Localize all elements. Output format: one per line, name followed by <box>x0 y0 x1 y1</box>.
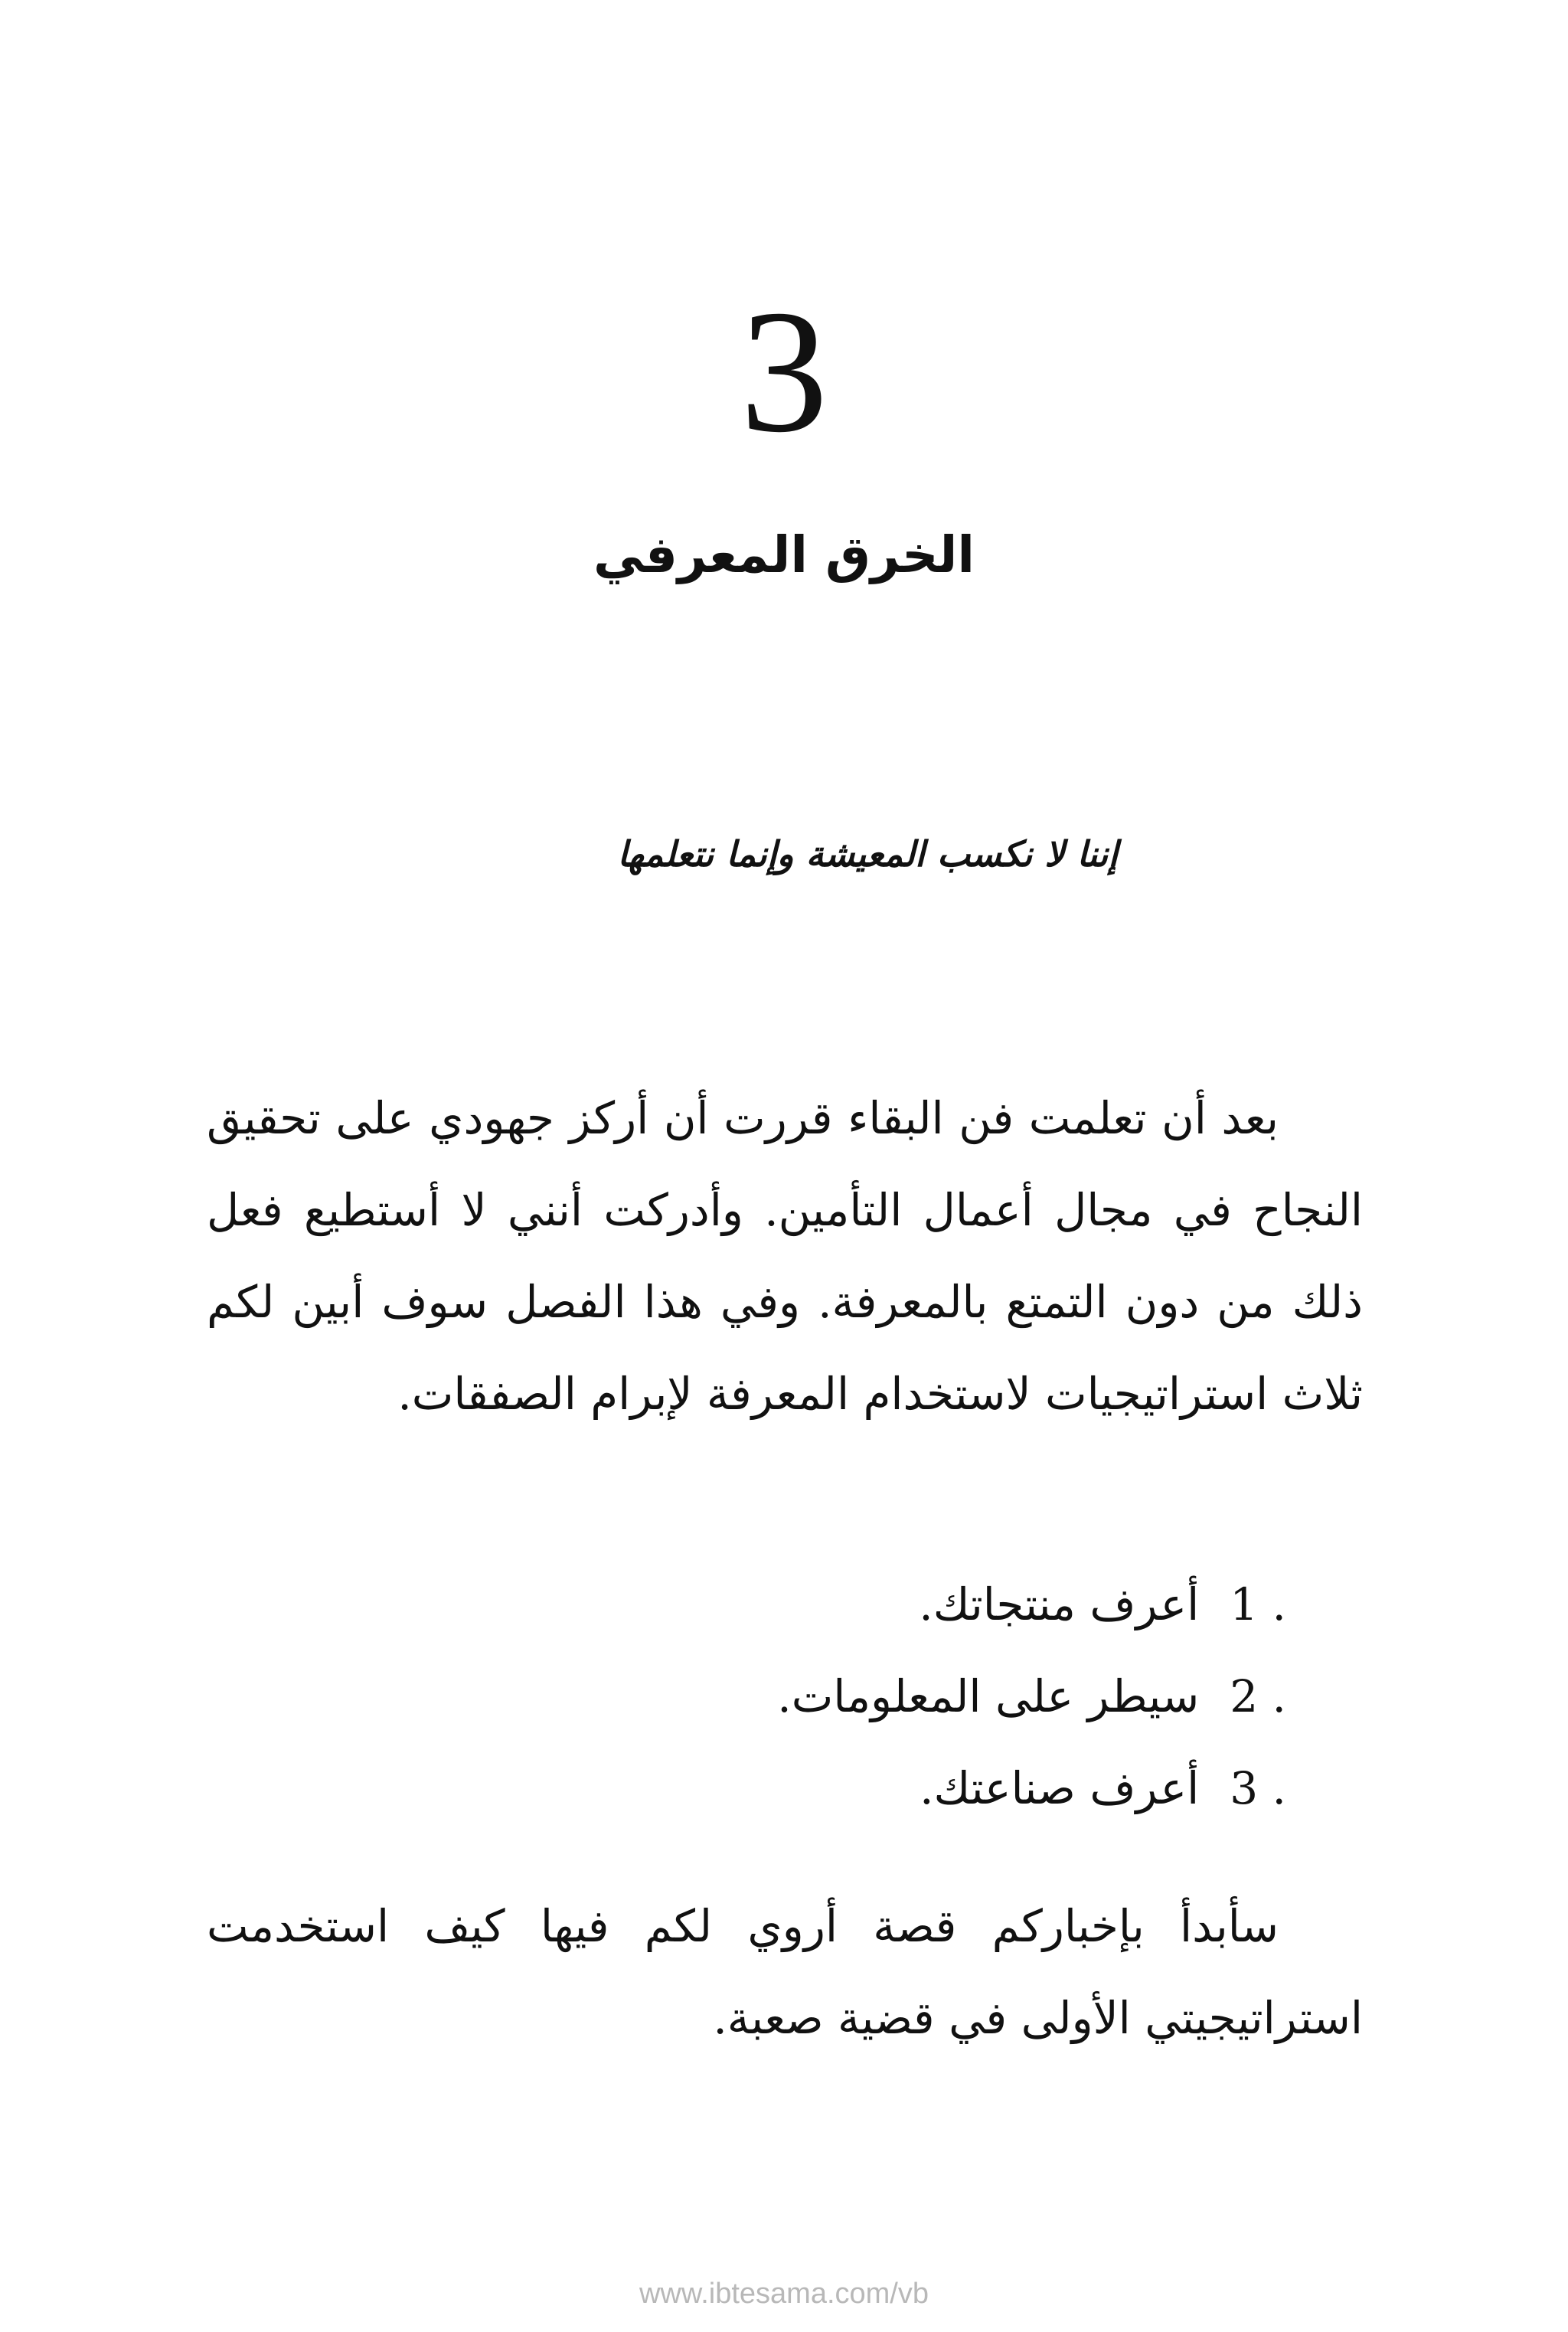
epigraph-quote: إننا لا نكسب المعيشة وإنما نتعلمها <box>617 833 1118 875</box>
strategy-list <box>689 1558 1286 1834</box>
chapter-title: الخرق المعرفي <box>593 525 975 584</box>
list-item-number: 2 . <box>1230 1670 1286 1722</box>
watermark-url: www.ibtesama.com/vb <box>639 2278 929 2310</box>
closing-paragraph: سأبدأ بإخباركم قصة أروي لكم فيها كيف استخدمت استراتيجيتي الأولى في قضية صعبة. <box>207 1900 1363 2044</box>
list-item <box>689 1742 1286 1834</box>
list-item <box>689 1650 1286 1742</box>
chapter-number: 3 <box>740 273 828 469</box>
list-item <box>689 1558 1286 1650</box>
list-item-text: أعرف منتجاتك. <box>919 1578 1200 1630</box>
list-item-number: 1 . <box>1230 1578 1286 1630</box>
list-item-text: سيطر على المعلومات. <box>777 1670 1200 1722</box>
list-item-number: 3 . <box>1230 1762 1286 1814</box>
list-item-text: أعرف صناعتك. <box>920 1762 1200 1814</box>
intro-paragraph: بعد أن تعلمت فن البقاء قررت أن أركز جهودي على تحقيق النجاح في مجال أعمال التأمين. وأدركت أنني لا أستطيع فعل ذلك من دون التمتع بالمعرفة. وفي هذا الفصل سوف أبين لكم ثلاث استراتيجيات لاستخدام المعرفة لإبرام الصفقات. <box>207 1092 1363 1420</box>
